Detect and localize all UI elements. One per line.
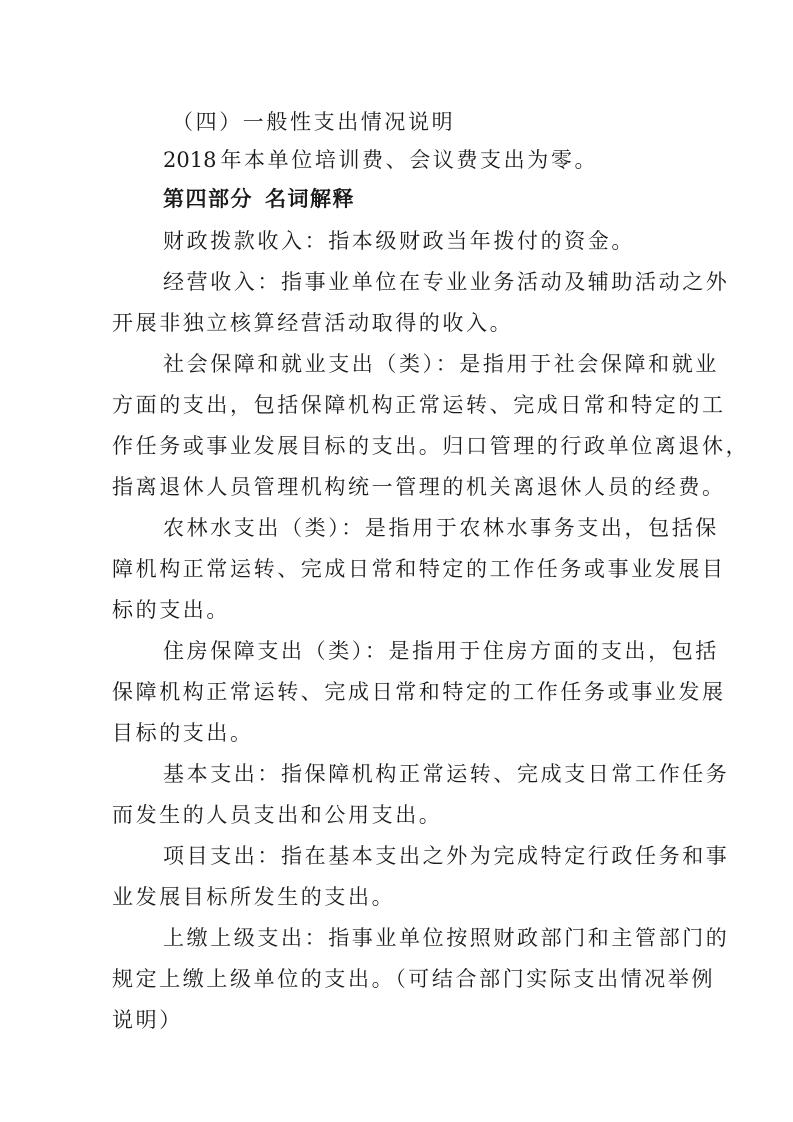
term-basic-expense-cont: 而发生的人员支出和公用支出。 [112,803,443,827]
term-social-security-expense-cont: 指离退休人员管理机构统一管理的机关离退休人员的经费。 [112,475,726,499]
term-housing-security-expense-cont: 目标的支出。 [112,721,254,745]
part-four-heading [163,189,355,210]
term-operating-income-cont: 开展非独立核算经营活动取得的收入。 [112,311,514,335]
term-social-security-expense: 社会保障和就业支出（类）：是指用于社会保障和就业 [163,352,719,376]
general-expense-statement [163,150,598,171]
term-agriculture-forestry-water-expense: 农林水支出（类）：是指用于农林水事务支出，包括保 [163,516,719,540]
term-basic-expense: 基本支出：指保障机构正常运转、完成支日常工作任务 [163,762,730,786]
part-four-title: 名词解释 [265,187,355,211]
term-remittance-to-superior-expense: 上缴上级支出：指事业单位按照财政部门和主管部门的 [163,926,730,950]
term-project-expense: 项目支出：指在基本支出之外为完成特定行政任务和事 [163,844,730,868]
term-financial-allocation-income: 财政拨款收入：指本级财政当年拨付的资金。 [163,229,635,253]
term-social-security-expense-cont: 作任务或事业发展目标的支出。归口管理的行政单位离退休， [112,434,750,458]
term-housing-security-expense-cont: 保障机构正常运转、完成日常和特定的工作任务或事业发展 [112,680,726,704]
term-project-expense-cont: 业发展目标所发生的支出。 [112,885,396,909]
term-agriculture-forestry-water-expense-cont: 标的支出。 [112,598,230,622]
report-year: 2018 [163,148,217,172]
part-four-label: 第四部分 [163,187,253,211]
term-remittance-to-superior-expense-cont: 说明） [112,1008,183,1032]
term-social-security-expense-cont: 方面的支出，包括保障机构正常运转、完成日常和特定的工 [112,393,726,417]
term-agriculture-forestry-water-expense-cont: 障机构正常运转、完成日常和特定的工作任务或事业发展目 [112,557,726,581]
term-operating-income: 经营收入：指事业单位在专业业务活动及辅助活动之外 [163,270,730,294]
section-heading-general-expense: （四）一般性支出情况说明 [172,110,456,134]
general-expense-text: 年本单位培训费、会议费支出为零。 [220,148,599,172]
term-housing-security-expense: 住房保障支出（类）：是指用于住房方面的支出，包括 [163,639,719,663]
term-remittance-to-superior-expense-cont: 规定上缴上级单位的支出。（可结合部门实际支出情况举例 [112,967,716,991]
